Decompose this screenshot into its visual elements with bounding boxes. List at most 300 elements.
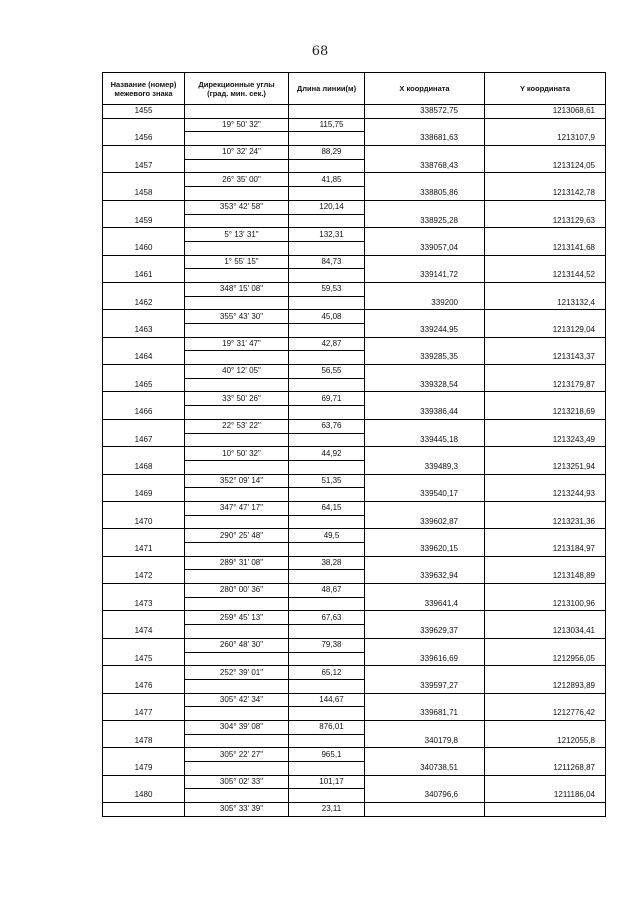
- y-coordinate: 1213148,89: [485, 570, 606, 584]
- line-length: 44,92: [289, 447, 365, 461]
- name-cell-empty: [103, 255, 185, 269]
- point-name: 1465: [103, 378, 185, 392]
- y-cell-empty: [485, 693, 606, 707]
- length-cell-empty: [289, 351, 365, 365]
- angle-cell-empty: [185, 351, 289, 365]
- x-cell-empty: [365, 282, 485, 296]
- length-cell-empty: [289, 488, 365, 502]
- y-coordinate: 1213142,78: [485, 187, 606, 201]
- point-name: 1464: [103, 351, 185, 365]
- line-length: 63,76: [289, 419, 365, 433]
- y-cell-empty: [485, 556, 606, 570]
- point-name: 1469: [103, 488, 185, 502]
- line-length: 49,5: [289, 529, 365, 543]
- table-row-segment: [103, 200, 606, 214]
- x-coordinate: 339244,95: [365, 324, 485, 338]
- table-row-point: [103, 707, 606, 721]
- table-row-point: [103, 241, 606, 255]
- x-coordinate: 339489,3: [365, 460, 485, 474]
- length-cell-empty: [289, 679, 365, 693]
- name-cell-empty: [103, 447, 185, 461]
- table-row-point: [103, 132, 606, 146]
- x-coordinate: 339620,15: [365, 543, 485, 557]
- line-length: 965,1: [289, 748, 365, 762]
- x-cell-empty: [365, 529, 485, 543]
- point-name: 1463: [103, 324, 185, 338]
- page-number: 68: [311, 44, 329, 59]
- point-name: 1477: [103, 707, 185, 721]
- angle-cell-empty: [185, 378, 289, 392]
- header-angle: Дирекционные углы (град. мин. сек.): [185, 73, 289, 105]
- name-cell-empty: [103, 392, 185, 406]
- point-name: 1467: [103, 433, 185, 447]
- table-row-point: [103, 159, 606, 173]
- x-cell-empty: [365, 200, 485, 214]
- length-cell-empty: [289, 241, 365, 255]
- table-row-point: [103, 269, 606, 283]
- direction-angle: 33° 50' 26": [185, 392, 289, 406]
- table-row-segment: [103, 720, 606, 734]
- x-coordinate: 339141,72: [365, 269, 485, 283]
- table-row-segment: [103, 447, 606, 461]
- x-cell-empty: [365, 474, 485, 488]
- table-row-segment: [103, 282, 606, 296]
- table-row-segment: [103, 255, 606, 269]
- coordinates-table: [102, 72, 606, 817]
- y-cell-empty: [485, 474, 606, 488]
- x-coordinate: 339057,04: [365, 241, 485, 255]
- y-coordinate: 1213231,36: [485, 515, 606, 529]
- length-cell-empty: [289, 734, 365, 748]
- line-length: 101,17: [289, 775, 365, 789]
- x-coordinate: 339285,35: [365, 351, 485, 365]
- length-cell-empty: [289, 132, 365, 146]
- line-length: 115,75: [289, 118, 365, 132]
- direction-angle: 305° 02' 33": [185, 775, 289, 789]
- table-row-point: [103, 679, 606, 693]
- line-length: 144,67: [289, 693, 365, 707]
- table-row-point: [103, 406, 606, 420]
- length-cell-empty: [289, 515, 365, 529]
- x-coordinate: 338925,28: [365, 214, 485, 228]
- line-length: 88,29: [289, 146, 365, 160]
- point-name: 1474: [103, 625, 185, 639]
- table-row-segment: [103, 556, 606, 570]
- table-row-point: [103, 570, 606, 584]
- table-row-segment: [103, 310, 606, 324]
- y-coordinate: 1213141,68: [485, 241, 606, 255]
- angle-cell-empty: [185, 570, 289, 584]
- table-row-segment: [103, 173, 606, 187]
- direction-angle: 353° 42' 58": [185, 200, 289, 214]
- point-name: 1457: [103, 159, 185, 173]
- direction-angle: 40° 12' 05": [185, 365, 289, 379]
- table-row-point: [103, 762, 606, 776]
- angle-cell-empty: [185, 488, 289, 502]
- table-row-segment: [103, 419, 606, 433]
- line-length: 65,12: [289, 666, 365, 680]
- y-cell-empty: [485, 392, 606, 406]
- length-cell-empty: [289, 625, 365, 639]
- length-cell-empty: [289, 269, 365, 283]
- direction-angle: 10° 32' 24": [185, 146, 289, 160]
- x-cell-empty: [365, 803, 485, 817]
- angle-cell-empty: [185, 433, 289, 447]
- y-cell-empty: [485, 200, 606, 214]
- line-length: 84,73: [289, 255, 365, 269]
- line-length: 79,38: [289, 638, 365, 652]
- name-cell-empty: [103, 611, 185, 625]
- direction-angle: 348° 15' 08": [185, 282, 289, 296]
- y-cell-empty: [485, 775, 606, 789]
- table-row-segment: [103, 775, 606, 789]
- x-cell-empty: [365, 693, 485, 707]
- y-cell-empty: [485, 611, 606, 625]
- angle-cell-empty: [185, 597, 289, 611]
- y-cell-empty: [485, 720, 606, 734]
- x-coordinate: 338681,63: [365, 132, 485, 146]
- x-cell-empty: [365, 419, 485, 433]
- point-name: 1462: [103, 296, 185, 310]
- header-name: Название (номер) межевого знака: [103, 73, 185, 105]
- y-coordinate: 1212956,05: [485, 652, 606, 666]
- y-coordinate: 1213144,52: [485, 269, 606, 283]
- angle-cell-empty: [185, 241, 289, 255]
- y-cell-empty: [485, 748, 606, 762]
- point-name: 1471: [103, 543, 185, 557]
- direction-angle: 19° 31' 47": [185, 337, 289, 351]
- length-cell-empty: [289, 543, 365, 557]
- y-coordinate: 1212055,8: [485, 734, 606, 748]
- direction-angle: 352° 09' 14": [185, 474, 289, 488]
- angle-cell-empty: [185, 132, 289, 146]
- table-row-segment: [103, 146, 606, 160]
- direction-angle: 259° 45' 13": [185, 611, 289, 625]
- name-cell-empty: [103, 365, 185, 379]
- name-cell-empty: [103, 146, 185, 160]
- name-cell-empty: [103, 803, 185, 817]
- y-coordinate: 1213251,94: [485, 460, 606, 474]
- x-cell-empty: [365, 118, 485, 132]
- table-row-point: [103, 460, 606, 474]
- y-cell-empty: [485, 310, 606, 324]
- x-cell-empty: [365, 638, 485, 652]
- angle-cell-empty: [185, 515, 289, 529]
- x-coordinate: 339616,69: [365, 652, 485, 666]
- x-cell-empty: [365, 748, 485, 762]
- point-name: 1455: [103, 105, 185, 119]
- angle-cell-empty: [185, 214, 289, 228]
- point-name: 1479: [103, 762, 185, 776]
- x-coordinate: 340738,51: [365, 762, 485, 776]
- name-cell-empty: [103, 118, 185, 132]
- length-cell-empty: [289, 406, 365, 420]
- y-cell-empty: [485, 282, 606, 296]
- x-coordinate: 340179,8: [365, 734, 485, 748]
- y-coordinate: 1212776,42: [485, 707, 606, 721]
- x-coordinate: 339200: [365, 296, 485, 310]
- table-row-point: [103, 597, 606, 611]
- y-cell-empty: [485, 173, 606, 187]
- line-length: 48,67: [289, 584, 365, 598]
- table-row-segment: [103, 611, 606, 625]
- x-cell-empty: [365, 501, 485, 515]
- table-row-segment: [103, 118, 606, 132]
- name-cell-empty: [103, 310, 185, 324]
- line-length: 120,14: [289, 200, 365, 214]
- length-cell-empty: [289, 105, 365, 119]
- table-row-segment: [103, 501, 606, 515]
- name-cell-empty: [103, 693, 185, 707]
- name-cell-empty: [103, 638, 185, 652]
- x-cell-empty: [365, 146, 485, 160]
- angle-cell-empty: [185, 324, 289, 338]
- direction-angle: 304° 39' 08": [185, 720, 289, 734]
- table-row-segment: [103, 474, 606, 488]
- direction-angle: 26° 35' 00": [185, 173, 289, 187]
- table-row-segment: [103, 365, 606, 379]
- x-coordinate: 339629,37: [365, 625, 485, 639]
- point-name: 1456: [103, 132, 185, 146]
- length-cell-empty: [289, 187, 365, 201]
- x-cell-empty: [365, 365, 485, 379]
- table-row-segment: [103, 228, 606, 242]
- line-length: 64,15: [289, 501, 365, 515]
- x-coordinate: 338572,75: [365, 105, 485, 119]
- name-cell-empty: [103, 775, 185, 789]
- name-cell-empty: [103, 419, 185, 433]
- angle-cell-empty: [185, 762, 289, 776]
- name-cell-empty: [103, 282, 185, 296]
- y-cell-empty: [485, 255, 606, 269]
- y-coordinate: 1211186,04: [485, 789, 606, 803]
- table-row-segment: [103, 529, 606, 543]
- point-name: 1475: [103, 652, 185, 666]
- table-row-point: [103, 351, 606, 365]
- x-coordinate: 339641,4: [365, 597, 485, 611]
- x-cell-empty: [365, 337, 485, 351]
- length-cell-empty: [289, 214, 365, 228]
- point-name: 1460: [103, 241, 185, 255]
- x-coordinate: 339540,17: [365, 488, 485, 502]
- point-name: 1461: [103, 269, 185, 283]
- name-cell-empty: [103, 501, 185, 515]
- point-name: 1470: [103, 515, 185, 529]
- table-row-point: [103, 433, 606, 447]
- line-length: 876,01: [289, 720, 365, 734]
- table-row-segment: [103, 666, 606, 680]
- y-cell-empty: [485, 118, 606, 132]
- length-cell-empty: [289, 597, 365, 611]
- angle-cell-empty: [185, 187, 289, 201]
- table-row-point: [103, 324, 606, 338]
- x-coordinate: 339386,44: [365, 406, 485, 420]
- length-cell-empty: [289, 433, 365, 447]
- name-cell-empty: [103, 529, 185, 543]
- direction-angle: 10° 50' 32": [185, 447, 289, 461]
- name-cell-empty: [103, 337, 185, 351]
- y-coordinate: 1213124,05: [485, 159, 606, 173]
- header-length: Длина линии(м): [289, 73, 365, 105]
- y-coordinate: 1213243,49: [485, 433, 606, 447]
- x-coordinate: 339328,54: [365, 378, 485, 392]
- x-cell-empty: [365, 720, 485, 734]
- y-cell-empty: [485, 365, 606, 379]
- name-cell-empty: [103, 228, 185, 242]
- y-cell-empty: [485, 584, 606, 598]
- length-cell-empty: [289, 707, 365, 721]
- line-length: 23,11: [289, 803, 365, 817]
- length-cell-empty: [289, 324, 365, 338]
- y-coordinate: 1213244,93: [485, 488, 606, 502]
- point-name: 1468: [103, 460, 185, 474]
- x-coordinate: 338805,86: [365, 187, 485, 201]
- y-cell-empty: [485, 638, 606, 652]
- table-row-segment: [103, 337, 606, 351]
- length-cell-empty: [289, 460, 365, 474]
- point-name: 1473: [103, 597, 185, 611]
- y-coordinate: 1213179,87: [485, 378, 606, 392]
- table-row-point: [103, 187, 606, 201]
- length-cell-empty: [289, 789, 365, 803]
- table-row-point: [103, 734, 606, 748]
- angle-cell-empty: [185, 105, 289, 119]
- angle-cell-empty: [185, 460, 289, 474]
- length-cell-empty: [289, 296, 365, 310]
- angle-cell-empty: [185, 789, 289, 803]
- line-length: 51,35: [289, 474, 365, 488]
- name-cell-empty: [103, 200, 185, 214]
- table-body: [103, 105, 606, 817]
- point-name: 1458: [103, 187, 185, 201]
- y-cell-empty: [485, 803, 606, 817]
- table-row-point: [103, 625, 606, 639]
- table-row-point: [103, 515, 606, 529]
- x-coordinate: 340796,6: [365, 789, 485, 803]
- angle-cell-empty: [185, 679, 289, 693]
- direction-angle: 19° 50' 32": [185, 118, 289, 132]
- angle-cell-empty: [185, 652, 289, 666]
- length-cell-empty: [289, 159, 365, 173]
- table-row-point: [103, 652, 606, 666]
- direction-angle: 1° 55' 15": [185, 255, 289, 269]
- y-coordinate: 1213129,04: [485, 324, 606, 338]
- y-cell-empty: [485, 447, 606, 461]
- y-coordinate: 1213184,97: [485, 543, 606, 557]
- point-name: 1478: [103, 734, 185, 748]
- x-cell-empty: [365, 447, 485, 461]
- point-name: 1472: [103, 570, 185, 584]
- direction-angle: 305° 22' 27": [185, 748, 289, 762]
- name-cell-empty: [103, 666, 185, 680]
- direction-angle: 22° 53' 22": [185, 419, 289, 433]
- line-length: 67,63: [289, 611, 365, 625]
- table-row-point: [103, 789, 606, 803]
- y-coordinate: 1213100,96: [485, 597, 606, 611]
- line-length: 42,87: [289, 337, 365, 351]
- y-cell-empty: [485, 337, 606, 351]
- y-cell-empty: [485, 666, 606, 680]
- x-cell-empty: [365, 666, 485, 680]
- table-row-point: [103, 543, 606, 557]
- angle-cell-empty: [185, 269, 289, 283]
- y-coordinate: 1213068,61: [485, 105, 606, 119]
- x-cell-empty: [365, 556, 485, 570]
- y-cell-empty: [485, 501, 606, 515]
- table-row-point: [103, 105, 606, 119]
- x-cell-empty: [365, 173, 485, 187]
- x-cell-empty: [365, 255, 485, 269]
- y-coordinate: 1213132,4: [485, 296, 606, 310]
- direction-angle: 305° 33' 39": [185, 803, 289, 817]
- y-coordinate: 1211268,87: [485, 762, 606, 776]
- length-cell-empty: [289, 762, 365, 776]
- direction-angle: 290° 25' 48": [185, 529, 289, 543]
- x-coordinate: 339597,27: [365, 679, 485, 693]
- line-length: 45,08: [289, 310, 365, 324]
- direction-angle: 252° 39' 01": [185, 666, 289, 680]
- name-cell-empty: [103, 173, 185, 187]
- header-row: [103, 73, 606, 105]
- direction-angle: 289° 31' 08": [185, 556, 289, 570]
- point-name: 1476: [103, 679, 185, 693]
- table-row-segment: [103, 748, 606, 762]
- angle-cell-empty: [185, 159, 289, 173]
- x-coordinate: 338768,43: [365, 159, 485, 173]
- y-coordinate: 1213143,37: [485, 351, 606, 365]
- angle-cell-empty: [185, 625, 289, 639]
- angle-cell-empty: [185, 296, 289, 310]
- line-length: 41,85: [289, 173, 365, 187]
- angle-cell-empty: [185, 543, 289, 557]
- length-cell-empty: [289, 378, 365, 392]
- angle-cell-empty: [185, 406, 289, 420]
- table-row-point: [103, 296, 606, 310]
- table-row-point: [103, 378, 606, 392]
- line-length: 132,31: [289, 228, 365, 242]
- x-cell-empty: [365, 611, 485, 625]
- angle-cell-empty: [185, 707, 289, 721]
- table-row-point: [103, 214, 606, 228]
- point-name: 1466: [103, 406, 185, 420]
- direction-angle: 347° 47' 17": [185, 501, 289, 515]
- point-name: 1480: [103, 789, 185, 803]
- direction-angle: 280° 00' 36": [185, 584, 289, 598]
- angle-cell-empty: [185, 734, 289, 748]
- name-cell-empty: [103, 720, 185, 734]
- table-row-segment: [103, 638, 606, 652]
- y-coordinate: 1213034,41: [485, 625, 606, 639]
- x-cell-empty: [365, 228, 485, 242]
- y-coordinate: 1212893,89: [485, 679, 606, 693]
- table-row-segment: [103, 584, 606, 598]
- y-cell-empty: [485, 228, 606, 242]
- y-cell-empty: [485, 529, 606, 543]
- table-row-segment: [103, 803, 606, 817]
- y-cell-empty: [485, 146, 606, 160]
- name-cell-empty: [103, 556, 185, 570]
- table-row-point: [103, 488, 606, 502]
- name-cell-empty: [103, 474, 185, 488]
- x-coordinate: 339602,87: [365, 515, 485, 529]
- length-cell-empty: [289, 570, 365, 584]
- y-coordinate: 1213218,69: [485, 406, 606, 420]
- x-coordinate: 339445,18: [365, 433, 485, 447]
- line-length: 38,28: [289, 556, 365, 570]
- line-length: 56,55: [289, 365, 365, 379]
- header-y: Y координата: [485, 73, 606, 105]
- x-coordinate: 339632,94: [365, 570, 485, 584]
